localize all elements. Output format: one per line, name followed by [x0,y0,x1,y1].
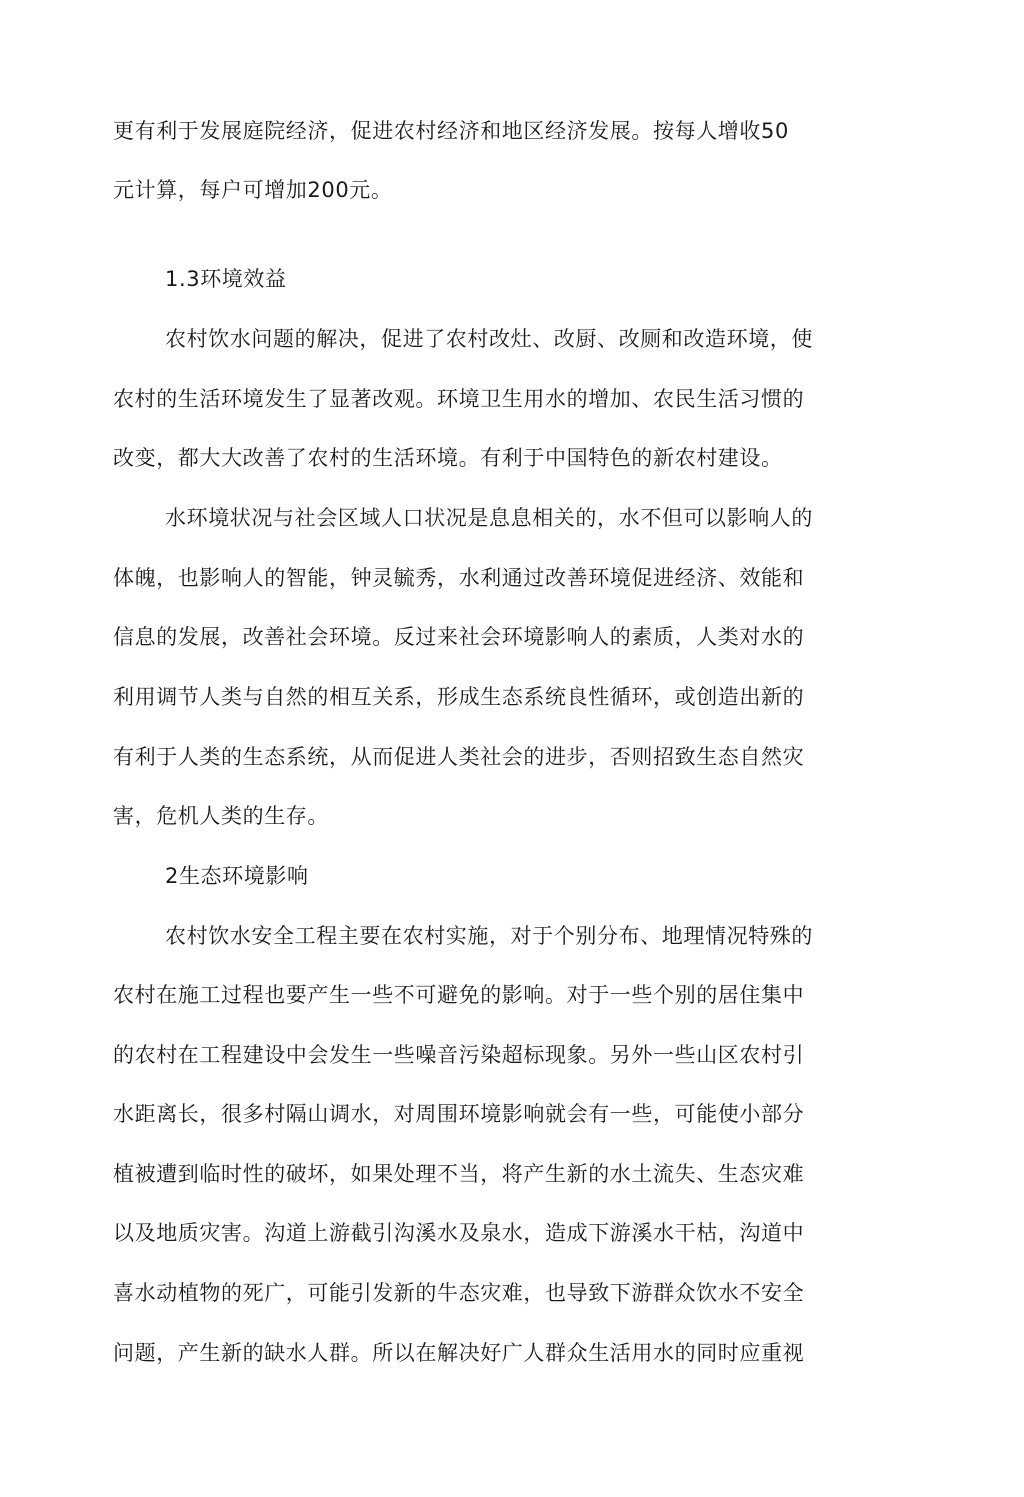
text-line-2: 元计算，每户可增加200元。 [113,178,393,202]
text-line-17: 水距离长，很多村隔山调水，对周围环境影响就会有一些，可能使小部分 [113,1102,805,1126]
text-line-1: 更有利于发展庭院经济，促进农村经济和地区经济发展。按每人增收50 [113,119,789,143]
text-line-7: 水环境状况与社会区域人口状况是息息相关的，水不但可以影响人的 [165,506,813,530]
text-line-12: 害，危机人类的生存。 [113,804,329,828]
text-line-15: 农村在施工过程也要产生一些不可避免的影响。对于一些个别的居住集中 [113,983,805,1007]
text-line-19: 以及地质灾害。沟道上游截引沟溪水及泉水，造成下游溪水干枯，沟道中 [113,1221,805,1245]
section-heading-1-3: 1.3环境效益 [165,267,287,291]
text-line-16: 的农村在工程建设中会发生一些噪音污染超标现象。另外一些山区农村引 [113,1043,805,1067]
text-line-14: 农村饮水安全工程主要在农村实施，对于个别分布、地理情况特殊的 [165,924,813,948]
text-line-8: 体魄，也影响人的智能，钟灵毓秀，水利通过改善环境促进经济、效能和 [113,566,805,590]
text-line-11: 有利于人类的生态系统，从而促进人类社会的进步，否则招致生态自然灾 [113,745,805,769]
text-line-18: 植被遭到临时性的破坏，如果处理不当，将产生新的水土流失、生态灾难 [113,1162,805,1186]
text-line-5: 农村的生活环境发生了显著改观。环境卫生用水的增加、农民生活习惯的 [113,387,805,411]
text-line-20: 喜水动植物的死广，可能引发新的牛态灾难，也导致下游群众饮水不安全 [113,1281,805,1305]
section-heading-2: 2生态环境影响 [165,864,309,888]
text-line-4: 农村饮水问题的解决，促进了农村改灶、改厨、改厕和改造环境，使 [165,327,813,351]
text-line-10: 利用调节人类与自然的相互关系，形成生态系统良性循环，或创造出新的 [113,685,805,709]
text-line-6: 改变，都大大改善了农村的生活环境。有利于中国特色的新农村建设。 [113,446,783,470]
text-line-9: 信息的发展，改善社会环境。反过来社会环境影响人的素质，人类对水的 [113,625,805,649]
text-line-21: 问题，产生新的缺水人群。所以在解决好广人群众生活用水的同时应重视 [113,1341,805,1365]
